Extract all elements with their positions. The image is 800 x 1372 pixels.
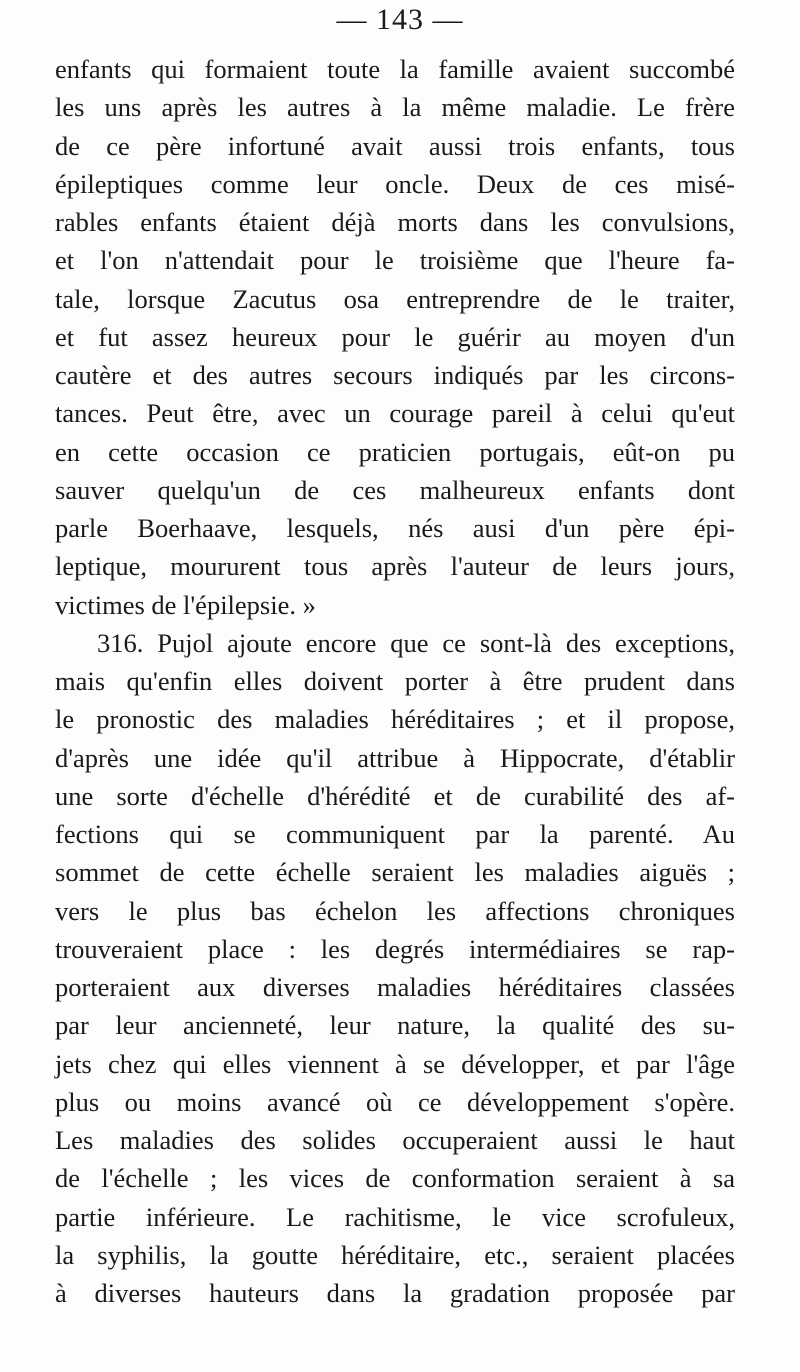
text-line: leptique, moururent tous après l'auteur de leurs jours, (55, 551, 735, 582)
text-line: cautère et des autres secours indiqués par les circons- (55, 360, 735, 390)
text-line: en cette occasion ce praticien portugais, eût-on pu (55, 436, 735, 467)
text-line: parle Boerhaave, lesquels, nés ausi d'un père épi- (55, 513, 735, 543)
text-line: et l'on n'attendait pour le troisième que l'heure fa- (55, 245, 735, 276)
text-line: partie inférieure. Le rachitisme, le vice scrofuleux, (55, 1201, 735, 1232)
paragraph-start-line: 316. Pujol ajoute encore que ce sont-là des exceptions, (97, 627, 735, 658)
text-line: sauver quelqu'un de ces malheureux enfants dont (55, 474, 735, 505)
text-line: tances. Peut être, avec un courage pareil à celui qu'eut (55, 398, 735, 429)
text-line: la syphilis, la goutte héréditaire, etc., seraient placées (55, 1239, 735, 1270)
text-line: rables enfants étaient déjà morts dans les convulsions, (55, 207, 735, 237)
text-line: fections qui se communiquent par la parenté. Au (55, 819, 735, 849)
text-line: et fut assez heureux pour le guérir au moyen d'un (55, 321, 735, 352)
text-line: plus ou moins avancé où ce développement s'opère. (55, 1086, 735, 1117)
text-line: tale, lorsque Zacutus osa entreprendre de le traiter, (55, 283, 735, 314)
text-line: trouveraient place : les degrés intermédiaires se rap- (55, 933, 735, 964)
text-line: vers le plus bas échelon les affections chroniques (55, 895, 735, 926)
body-text (55, 50, 735, 1312)
text-line: épileptiques comme leur oncle. Deux de ces misé- (55, 168, 735, 199)
text-line: sommet de cette échelle seraient les maladies aiguës ; (55, 857, 735, 888)
text-line: mais qu'enfin elles doivent porter à être prudent dans (55, 666, 735, 696)
text-line: porteraient aux diverses maladies héréditaires classées (55, 972, 735, 1002)
text-line: jets chez qui elles viennent à se développer, et par l'âge (55, 1048, 735, 1079)
text-line: victimes de l'épilepsie. » (55, 589, 316, 620)
text-line: par leur ancienneté, leur nature, la qualité des su- (55, 1010, 735, 1041)
page-number-header: — 143 — (336, 3, 464, 36)
text-line: le pronostic des maladies héréditaires ; et il propose, (55, 704, 735, 735)
text-line: à diverses hauteurs dans la gradation proposée par (55, 1278, 735, 1308)
text-line: une sorte d'échelle d'hérédité et de curabilité des af- (55, 780, 735, 811)
text-line: les uns après les autres à la même maladie. Le frère (55, 92, 735, 123)
text-line: enfants qui formaient toute la famille avaient succombé (55, 54, 735, 84)
text-line: de l'échelle ; les vices de conformation seraient à sa (55, 1163, 735, 1194)
text-line: Les maladies des solides occuperaient aussi le haut (55, 1125, 735, 1155)
text-line: d'après une idée qu'il attribue à Hippocrate, d'établir (55, 742, 735, 773)
text-line: de ce père infortuné avait aussi trois enfants, tous (55, 130, 735, 161)
